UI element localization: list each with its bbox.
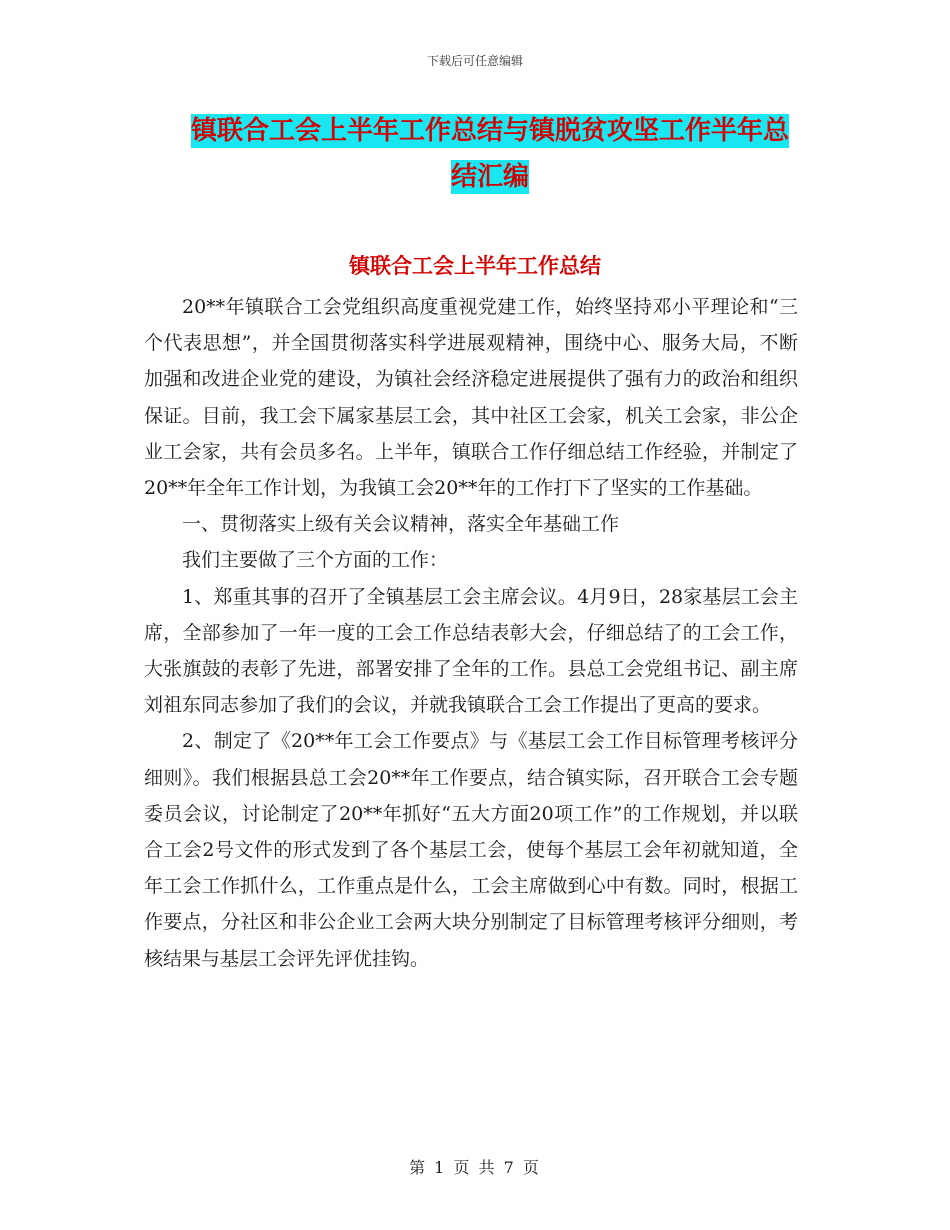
paragraph: 一、贯彻落实上级有关会议精神，落实全年基础工作 bbox=[182, 513, 620, 536]
page-header-note: 下载后可任意编辑 bbox=[426, 54, 523, 68]
section-title: 镇联合工会上半年工作总结 bbox=[349, 253, 601, 278]
document-body bbox=[144, 289, 798, 977]
paragraph: 我们主要做了三个方面的工作： bbox=[182, 549, 449, 572]
document-title bbox=[145, 108, 835, 200]
document-title-line-2: 结汇编 bbox=[450, 162, 529, 192]
paragraph: 20**年镇联合工会党组织高度重视党建工作，始终坚持邓小平理论和“三个代表思想”，并全国贯彻落实科学进展观精神，围绕中心、服务大局，不断加强和改进企业党的建设，为镇社会经济稳定进展提供了强有力的政治和组织保证。目前，我工会下属家基层工会，其中社区工会家，机关工会家，非公企业工会家，共有会员多名。上半年，镇联合工作仔细总结工作经验，并制定了20**年全年工作计划，为我镇工会20**年的工作打下了坚实的工作基础。 bbox=[144, 296, 798, 500]
page-number-footer: 第 1 页 共 7 页 bbox=[409, 1158, 541, 1177]
document-title-line-1: 镇联合工会上半年工作总结与镇脱贫攻坚工作半年总 bbox=[190, 116, 789, 146]
paragraph: 1、郑重其事的召开了全镇基层工会主席会议。4月9日，28家基层工会主席，全部参加了一年一度的工会工作总结表彰大会，仔细总结了的工会工作，大张旗鼓的表彰了先进，部署安排了全年的工作。县总工会党组书记、副主席刘祖东同志参加了我们的会议，并就我镇联合工会工作提出了更高的要求。 bbox=[144, 585, 798, 717]
paragraph: 2、制定了《20**年工会工作要点》与《基层工会工作目标管理考核评分细则》。我们根据县总工会20**年工作要点，结合镇实际，召开联合工会专题委员会议，讨论制定了20**年抓好“五大方面20项工作”的工作规划，并以联合工会2号文件的形式发到了各个基层工会，使每个基层工会年初就知道，全年工会工作抓什么，工作重点是什么，工会主席做到心中有数。同时，根据工作要点，分社区和非公企业工会两大块分别制定了目标管理考核评分细则，考核结果与基层工会评先评优挂钩。 bbox=[144, 730, 798, 970]
